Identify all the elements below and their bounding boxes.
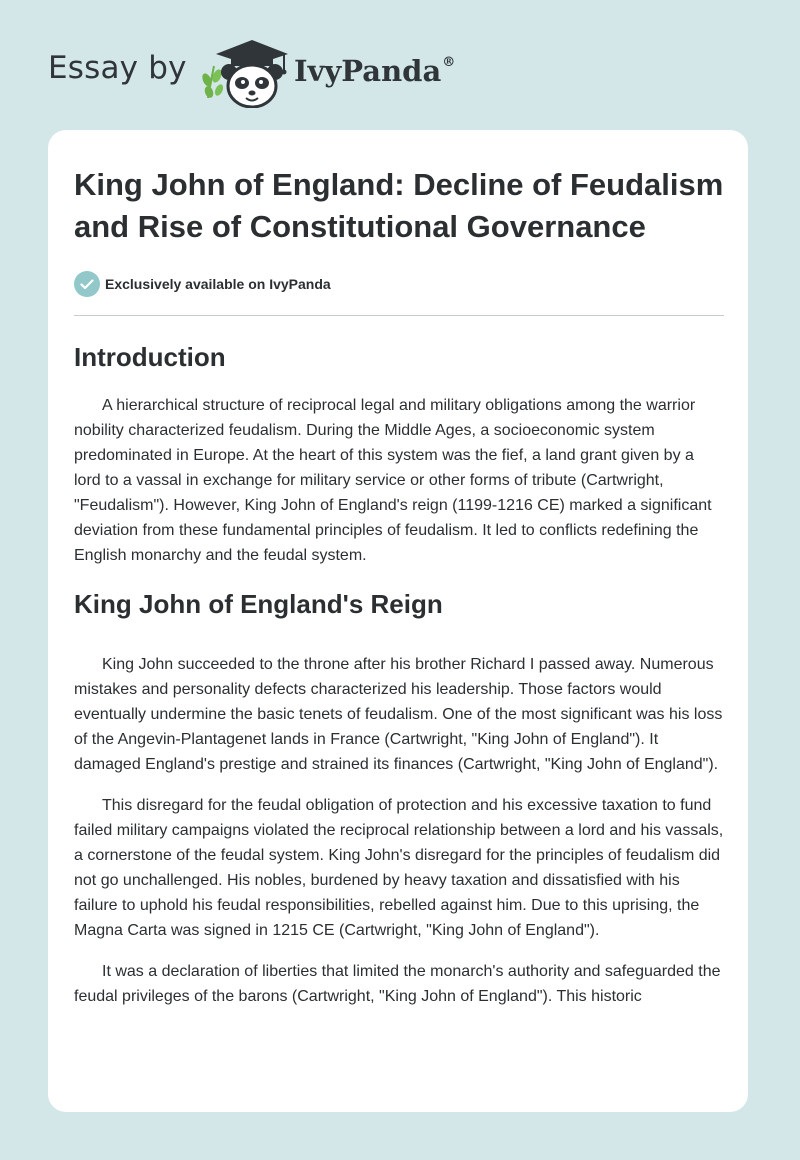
- check-circle-icon: [74, 271, 100, 297]
- section-heading-reign: King John of England's Reign: [74, 589, 443, 619]
- divider: [74, 315, 724, 316]
- panda-graduate-icon: [200, 36, 290, 108]
- paragraph: It was a declaration of liberties that limited the monarch's authority and safeguarded the feudal privileges of the barons (Cartwright, "King John of England"). This historic: [74, 963, 721, 1005]
- brand-name: IvyPanda®: [294, 54, 456, 88]
- page-title: King John of England: Decline of Feudalism and Rise of Constitutional Governance: [74, 167, 724, 244]
- paragraph: King John succeeded to the throne after his brother Richard I passed away. Numerous mistakes and personality defects characterized his leadership. Those factors would eventually undermine the basic tenets of feudalism. One of the most significant was his loss of the Angevin-Plantagenet lands in France (Cartwright, "King John of England"). It damaged England's prestige and strained its finances (Cartwright, "King John of England").: [74, 656, 723, 773]
- paragraph: This disregard for the feudal obligation of protection and his excessive taxation to fund failed military campaigns violated the reciprocal relationship between a lord and his vassals, a cornerstone of the feudal system. King John's disregard for the principles of feudalism did not go unchallenged. His nobles, burdened by heavy taxation and dissatisfied with his failure to uphold his feudal responsibilities, rebelled against him. Due to this uprising, the Magna Carta was signed in 1215 CE (Cartwright, "King John of England").: [74, 797, 724, 939]
- exclusive-badge: [74, 271, 724, 297]
- section-heading-introduction: Introduction: [74, 342, 226, 372]
- brand-prefix: Essay by: [48, 50, 187, 86]
- paragraph: A hierarchical structure of reciprocal legal and military obligations among the warrior nobility characterized feudalism. During the Middle Ages, a socioeconomic system predominated in Europe. At the heart of this system was the fief, a land grant given by a lord to a vassal in exchange for military service or other forms of tribute (Cartwright, "Feudalism"). However, King John of England's reign (1199-1216 CE) marked a significant deviation from these fundamental principles of feudalism. It led to conflicts redefining the English monarchy and the feudal system.: [74, 397, 712, 564]
- exclusive-label: Exclusively available on IvyPanda: [105, 276, 331, 292]
- essay-card: [48, 130, 748, 1112]
- brand-header: [48, 36, 508, 106]
